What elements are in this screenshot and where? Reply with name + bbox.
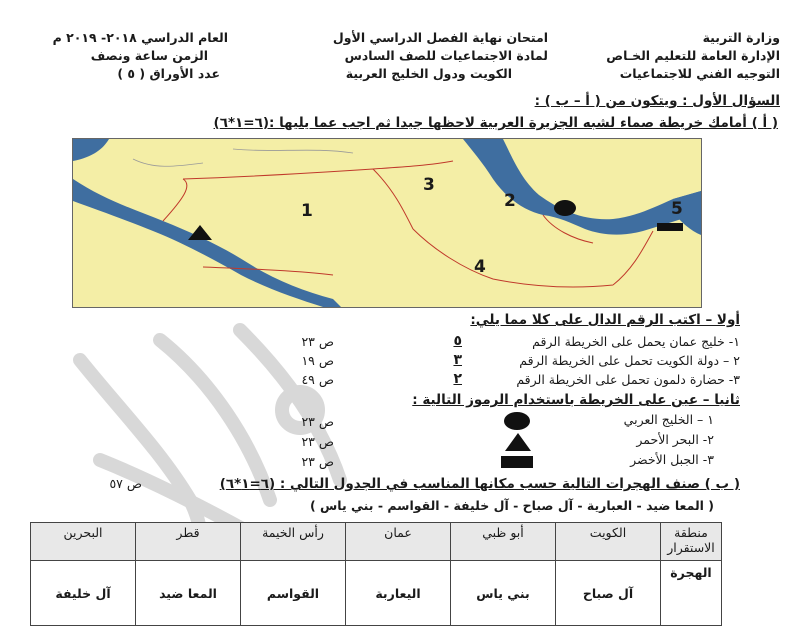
legend-circle-symbol [502, 411, 532, 431]
section-one-item-3-text: ٣- حضارة دلمون تحمل على الخريطة الرقم [516, 372, 740, 387]
part-b-options: ( المعا ضيد - العبارية - آل صباح - آل خليفة - القواسم - بني ياس ) [309, 498, 714, 513]
map-rectangle-symbol [655, 222, 685, 232]
section-two-item-1-page: ص ٢٣ [301, 414, 334, 429]
question-one-title: السؤال الأول : ويتكون من ( أ – ب ) : [534, 93, 780, 109]
table-header-cell: الكويت [556, 523, 661, 561]
ministry-label: وزارة التربية [702, 30, 780, 45]
table-row-label: الهجرة [661, 561, 722, 626]
part-a-instruction: ( أ ) أمامك خريطة صماء لشبه الجزيرة العربية لاحظها جيدا ثم اجب عما يليها :(٦=١*٦) [213, 115, 778, 131]
topic-label: الكويت ودول الخليج العربية [345, 66, 512, 81]
legend-rectangle-symbol [500, 455, 534, 469]
table-answer-cell[interactable]: آل خليفة [31, 561, 136, 626]
section-two-item-1-text: ١ – الخليج العربي [623, 412, 714, 427]
table-answer-cell[interactable]: القواسم [241, 561, 346, 626]
map-label-5: 5 [671, 199, 683, 219]
legend-triangle-symbol [503, 432, 533, 452]
section-one-item-1-answer: ٥ [453, 333, 462, 349]
table-header-cell: قطر [136, 523, 241, 561]
section-two-item-2-page: ص ٢٣ [301, 434, 334, 449]
table-header-row [31, 523, 722, 561]
guidance-label: التوجيه الفني للاجتماعيات [619, 66, 780, 81]
section-one-item-1-page: ص ٢٣ [301, 334, 334, 349]
migration-table [30, 522, 722, 626]
map-label-1: 1 [301, 201, 313, 221]
section-one-item-2-text: ٢ – دولة الكويت تحمل على الخريطة الرقم [519, 353, 740, 368]
section-one-item-2-page: ص ١٩ [301, 353, 334, 368]
table-header-cell: البحرين [31, 523, 136, 561]
table-answer-cell[interactable]: آل صباح [556, 561, 661, 626]
time-label: الزمن ساعة ونصف [90, 48, 208, 63]
map-triangle-symbol [187, 225, 213, 241]
section-one-item-1-text: ١- خليج عمان يحمل على الخريطة الرقم [532, 334, 740, 349]
year-label: العام الدراسي ٢٠١٨- ٢٠١٩ م [52, 30, 228, 45]
table-header-cell: أبو ظبي [451, 523, 556, 561]
arabian-peninsula-map [72, 138, 702, 308]
part-b-instruction: ( ب ) صنف الهجرات التالية حسب مكانها المناسب في الجدول التالي : (٦=١*٦) [219, 476, 740, 492]
section-one-item-3-page: ص ٤٩ [301, 372, 334, 387]
section-two-item-3-text: ٣- الجبل الأخضر [630, 452, 714, 467]
table-header-cell: عمان [346, 523, 451, 561]
map-circle-symbol [553, 199, 577, 217]
section-two-title: ثانيا – عين على الخريطة باستخدام الرموز التالية : [412, 392, 740, 408]
pages-label: عدد الأوراق ( ٥ ) [117, 66, 220, 81]
map-label-2: 2 [504, 191, 516, 211]
exam-title: امتحان نهاية الفصل الدراسي الأول [332, 30, 548, 45]
section-one-item-3-answer: ٢ [453, 371, 462, 387]
table-answer-cell[interactable]: المعا ضيد [136, 561, 241, 626]
section-one-item-2-answer: ٣ [453, 352, 462, 368]
map-label-4: 4 [474, 257, 486, 277]
admin-label: الإدارة العامة للتعليم الخـاص [606, 48, 780, 63]
table-answer-cell[interactable]: بني ياس [451, 561, 556, 626]
table-row [31, 561, 722, 626]
section-two-item-2-text: ٢- البحر الأحمر [636, 432, 714, 447]
part-b-page: ص ٥٧ [109, 476, 142, 491]
table-header-cell: رأس الخيمة [241, 523, 346, 561]
section-two-item-3-page: ص ٢٣ [301, 454, 334, 469]
table-answer-cell[interactable]: اليعاربة [346, 561, 451, 626]
map-label-3: 3 [423, 175, 435, 195]
section-one-title: أولا – اكتب الرقم الدال على كلا مما يلي: [470, 312, 740, 328]
subject-label: لمادة الاجتماعيات للصف السادس [344, 48, 548, 63]
table-header-cell: منطقة الاستقرار [661, 523, 722, 561]
